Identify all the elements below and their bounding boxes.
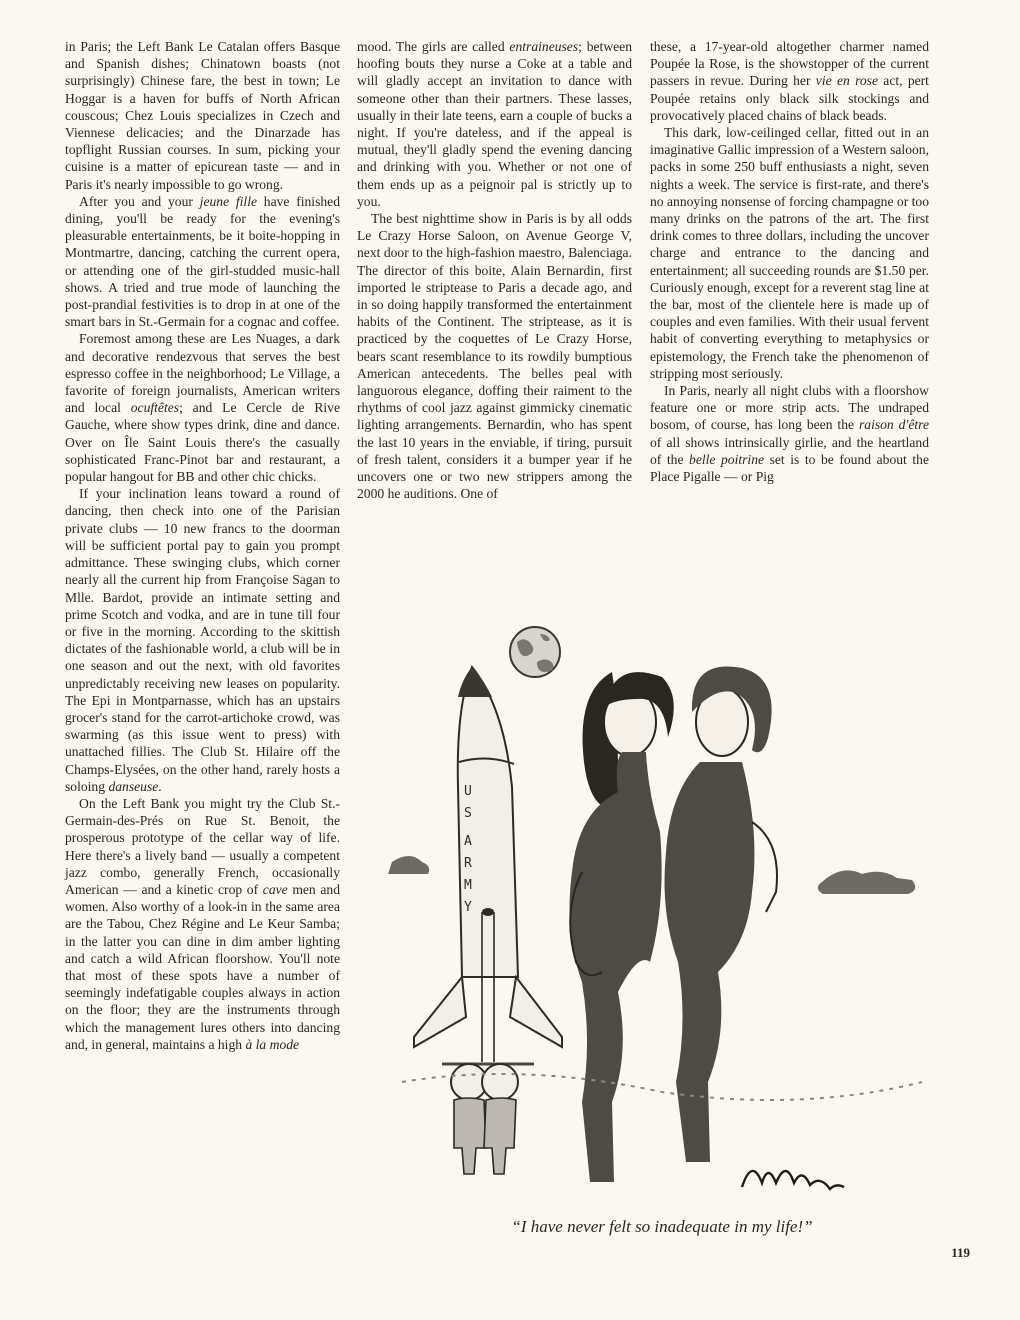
rocket-letter: M [464, 878, 472, 893]
woman-left [570, 672, 674, 1182]
rocket-letter: R [464, 856, 472, 871]
article-column-2 [357, 38, 632, 502]
page-number: 119 [951, 1245, 970, 1260]
rocket-letter: Y [464, 900, 472, 915]
article-column-3 [650, 38, 929, 485]
paragraph: This dark, low-ceilinged cellar, fitted out in an imaginative Gallic impression of a Western saloon, packs in some 250 buff enthusiasts a night, seven nights a week. The service is first-rate, and there's no annoying nonsense of forcing champagne or too many drinks on the patrons of the art. The first drink comes to three dollars, including the uncover charge and entrance to the dancing and entertainment; all succeeding rounds are $1.50 per. Curiously enough, except for a reverent stag line at the bar, most of the clientele here is made up of couples and even families. With their usual fervent habit of converting everything to metaphysics or epistemology, the French take the phenomenon of stripping most seriously. [650, 125, 929, 381]
rocket-letter: A [464, 834, 472, 849]
planet [510, 627, 560, 677]
paragraph: Foremost among these are Les Nuages, a dark and decorative rendezvous that serves the best espresso coffee in the neighborhood; Le Village, a favorite of foreign journalists, American writers and local ocuftêtes; and Le Cercle de Rive Gauche, where show types drink, dine and dance. Over on Île Saint Louis there's the casually sophisticated Franc-Pinot bar and restaurant, a popular hangout for BB and other chic chicks. [65, 331, 340, 485]
paragraph: The best nighttime show in Paris is by all odds Le Crazy Horse Saloon, on Avenue George V, next door to the high-fashion maestro, Balenciaga. The director of this boite, Alain Bernardin, first imported le striptease to Paris a decade ago, and in so doing happily transformed the entertainment habits of the Continent. The striptease, as it is practiced by the coquettes of Le Crazy Horse, bears scant resemblance to its rowdily bumptious American antecedents. The belles peal with languorous elegance, doffing their raiment to the rhythms of cool jazz against gimmicky cinematic lighting arrangements. Bernardin, who has spent the last 10 years in the enviable, if tiring, pursuit of fresh talent, considers it a bumper year if he uncovers one or two new strippers among the 2000 he auditions. One of [357, 211, 632, 502]
woman-right [665, 666, 778, 1162]
cartoon-illustration [382, 612, 942, 1217]
rocket-letter: S [464, 806, 472, 821]
paragraph: these, a 17-year-old altogether charmer named Poupée la Rose, is the showstopper of the current passers in revue. During her vie en rose act, pert Poupée retains only black silk stockings and provocatively placed chains of black beads. [650, 39, 929, 123]
paragraph: After you and your jeune fille have finished dining, you'll be ready for the evening's pleasurable entertainments, be it boite-hopping in Montmartre, dancing, catching the current opera, or attending one of the girl-studded music-hall shows. A tried and true mode of launching the post-prandial festivities is to drop in at one of the smart bars in St.-Germain for a cognac and coffee. [65, 193, 340, 330]
cartoon-caption: “I have never felt so inadequate in my life!” [511, 1217, 813, 1236]
astronauts [451, 1064, 518, 1174]
artist-signature [742, 1171, 844, 1189]
paragraph: On the Left Bank you might try the Club St.-Germain-des-Prés on Rue St. Benoit, the prosperous prototype of the cellar way of life. Here there's a lively band — usually a competent jazz combo, generally French, occasionally American — and a kinetic crop of cave men and women. Also worthy of a look-in in the same area are the Tabou, Chez Régine and Le Keur Samba; in the latter you can dine in dim amber lighting and catch a wild African floorshow. You'll note that most of these spots have a number of seemingly indefatigable couples always in action on the floor; they are the instruments through which the management lures others into dancing and, in general, maintains a high à la mode [65, 795, 340, 1052]
rocket [414, 667, 562, 1064]
paragraph: In Paris, nearly all night clubs with a floorshow feature one or more strip acts. The undraped bosom, of course, has long been the raison d'être of all shows intrinsically girlie, and the heartland of the belle poitrine set is to be found about the Place Pigalle — or Pig [650, 383, 930, 485]
rocket-letter: U [464, 784, 472, 799]
paragraph: If your inclination leans toward a round of dancing, then check into one of the Parisian private clubs — 10 new francs to the doorman will be sufficient portal pay to gain you prompt admittance. These swinging clubs, which corner nearly all the current hip from Françoise Sagan to Mlle. Bardot, provide an intimate setting and prime Scotch and vodka, and are in tune till four or five in the morning. According to the skittish dictates of the fashionable world, a club will be in one season and out the next, with old favorites unpredictably receiving new leases on popularity. The Epi in Montparnasse, which has an upstairs grocer's stand for the carrot-artichoke crowd, was swarming (as this issue went to press) with unattached fillies. The Club St. Hilaire off the Champs-Elysées, on the other hand, rarely hosts a soloing danseuse. [65, 486, 340, 794]
paragraph: in Paris; the Left Bank Le Catalan offers Basque and Spanish dishes; Chinatown boasts (not surprisingly) Chinese fare, the best in town; Le Hoggar is a haven for buffs of North African couscous; Chez Louis specializes in Czech and Viennese delicacies; and the Dinarzade has topflight Russian courses. In sum, picking your cuisine is a matter of epicurean taste — and in Paris it's nearly impossible to go wrong. [65, 39, 340, 192]
article-column-1 [65, 38, 340, 1053]
paragraph: mood. The girls are called entraineuses; between hoofing bouts they nurse a Coke at a table and will gladly accept an invitation to dance with someone other than their partners. These lasses, usually in their late teens, earn a couple of bucks a night. If you're dateless, and if the appeal is mutual, they'll gladly spend the evening dancing and drinking with you. Whether or not one of them ends up as a peignoir pal is strictly up to you. [357, 39, 632, 209]
